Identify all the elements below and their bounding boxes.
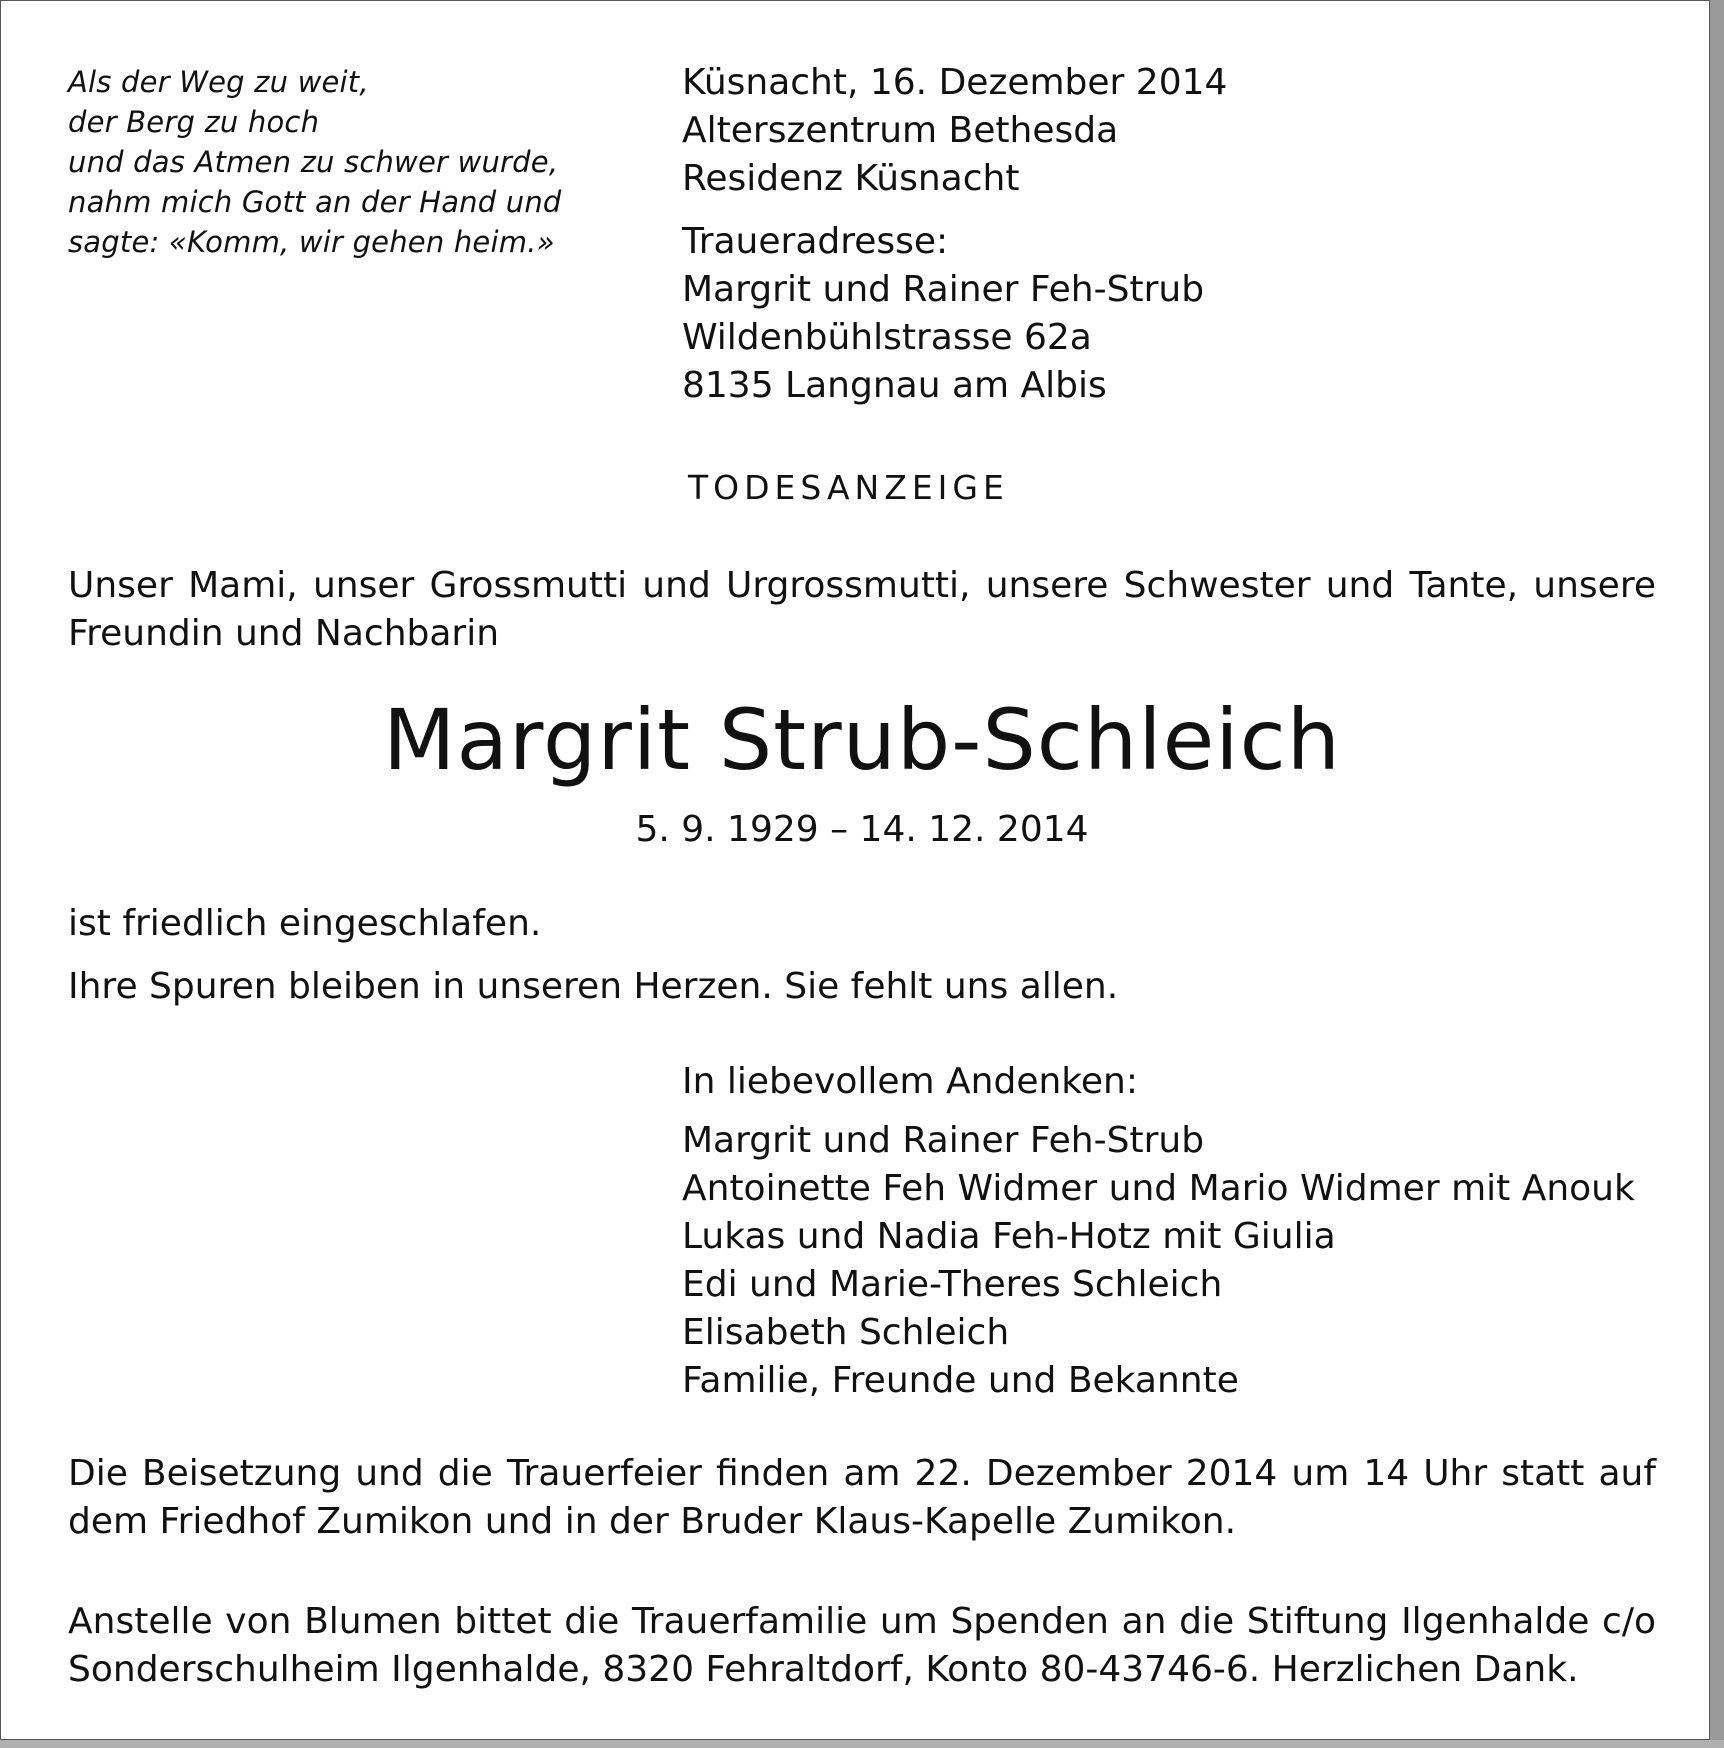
- address-heading: Traueradresse:: [682, 221, 949, 262]
- address-line: Margrit und Rainer Feh-Strub: [682, 269, 1205, 310]
- life-dates: 5. 9. 1929 – 14. 12. 2014: [635, 809, 1089, 850]
- mourner-item: Elisabeth Schleich: [682, 1312, 1010, 1353]
- mourner-item: Edi und Marie-Theres Schleich: [682, 1264, 1223, 1305]
- motto-line: der Berg zu hoch: [68, 105, 320, 139]
- deceased-name: Margrit Strub-Schleich: [382, 691, 1342, 789]
- motto-verse: [68, 62, 562, 262]
- mourner-item: Familie, Freunde und Bekannte: [682, 1360, 1239, 1401]
- motto-line: sagte: «Komm, wir gehen heim.»: [68, 225, 555, 259]
- address-line: 8135 Langnau am Albis: [682, 365, 1107, 406]
- mourning-address: [682, 218, 1204, 410]
- place-line: Alterszentrum Bethesda: [682, 110, 1119, 151]
- mourner-item: Lukas und Nadia Feh-Hotz mit Giulia: [682, 1216, 1336, 1257]
- place-and-date: [682, 59, 1227, 203]
- mourner-item: Margrit und Rainer Feh-Strub: [682, 1120, 1205, 1161]
- motto-line: Als der Weg zu weit,: [68, 65, 369, 99]
- statement-asleep: ist friedlich eingeschlafen.: [68, 903, 542, 944]
- mourners-list: [682, 1117, 1635, 1405]
- notice-label: TODESANZEIGE: [688, 468, 1009, 507]
- mourners-heading: In liebevollem Andenken:: [682, 1061, 1138, 1102]
- motto-line: nahm mich Gott an der Hand und: [68, 185, 562, 219]
- address-line: Wildenbühlstrasse 62a: [682, 317, 1092, 358]
- place-line: Residenz Küsnacht: [682, 158, 1020, 199]
- funeral-details: Die Beisetzung und die Trauerfeier finden am 22. Dezember 2014 um 14 Uhr statt auf dem Friedhof Zumikon und in der Bruder Klaus-Kapelle Zumikon.: [68, 1453, 1656, 1542]
- place-line: Küsnacht, 16. Dezember 2014: [682, 62, 1228, 103]
- page-shadow-right: [1710, 0, 1724, 1748]
- motto-line: und das Atmen zu schwer wurde,: [68, 145, 559, 179]
- mourner-item: Antoinette Feh Widmer und Mario Widmer mit Anouk: [682, 1168, 1635, 1209]
- page-shadow-bottom: [0, 1740, 1724, 1748]
- donation-request: Anstelle von Blumen bittet die Trauerfamilie um Spenden an die Stiftung Ilgenhalde c/o Sonderschulheim Ilgenhalde, 8320 Fehraltdorf, Konto 80-43746-6. Herzlichen Dank.: [68, 1601, 1656, 1690]
- intro-paragraph: Unser Mami, unser Grossmutti und Urgrossmutti, unsere Schwester und Tante, unsere Freundin und Nachbarin: [68, 565, 1656, 654]
- statement-traces: Ihre Spuren bleiben in unseren Herzen. Sie fehlt uns allen.: [68, 966, 1119, 1007]
